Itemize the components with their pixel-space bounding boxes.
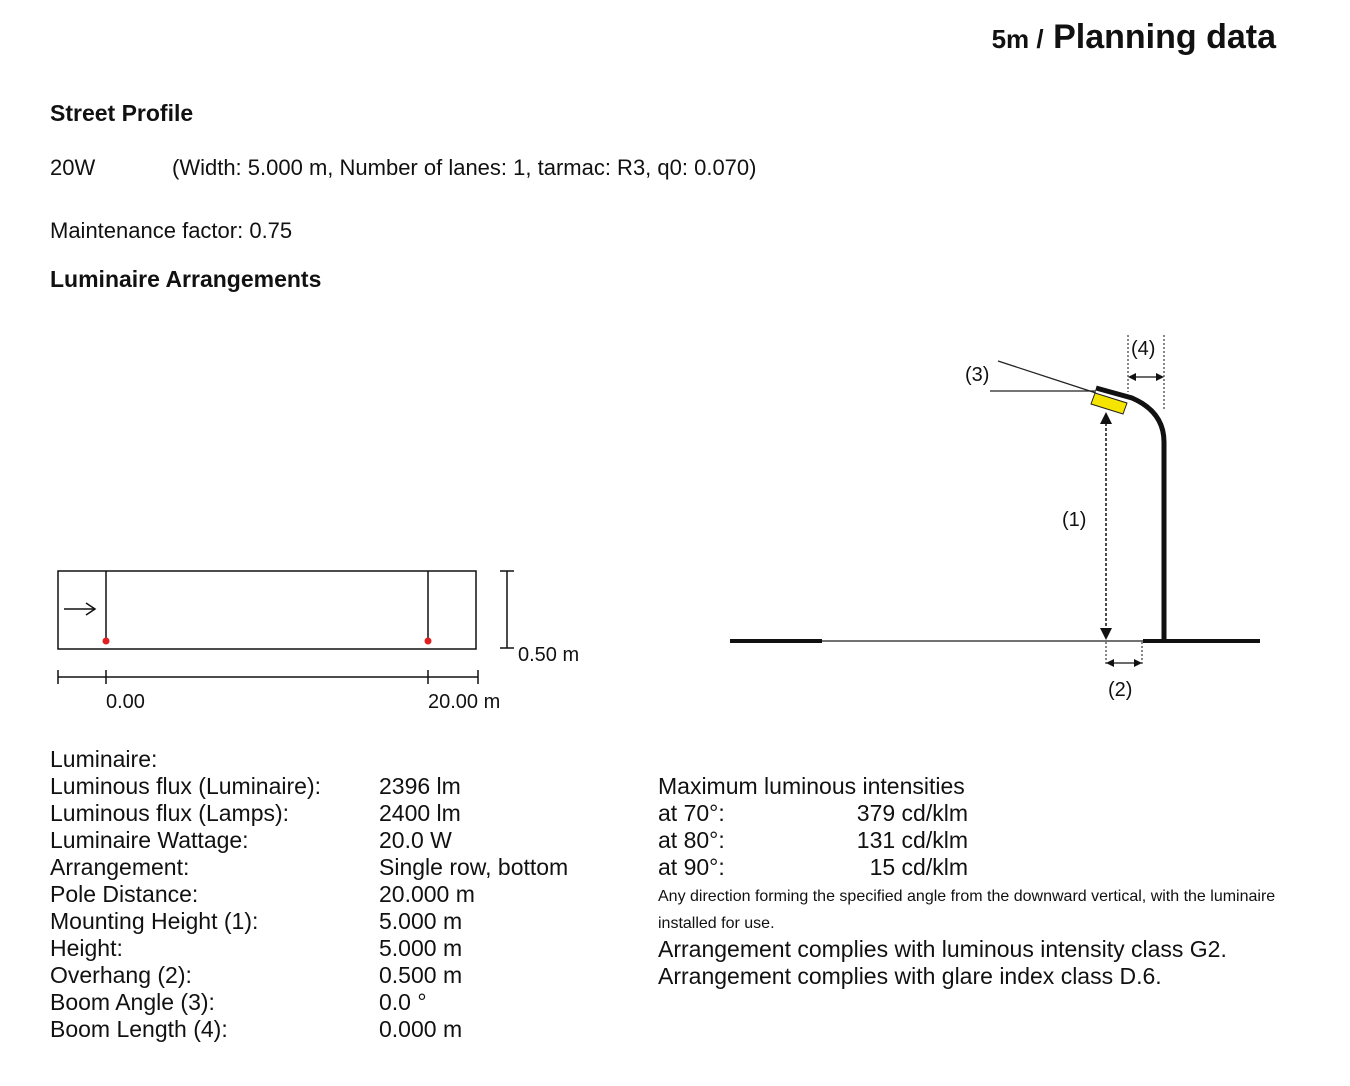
road-outline (58, 571, 476, 649)
direction-arrow-icon (64, 603, 95, 615)
spec-value: Single row, bottom (379, 854, 569, 880)
intensity-label: at 80°: (658, 827, 725, 853)
spec-label: Height: (50, 935, 123, 961)
distance-scale (58, 670, 478, 684)
compliance-intensity-class: Arrangement complies with luminous intensity class G2. (658, 936, 1227, 962)
spec-label: Mounting Height (1): (50, 908, 259, 934)
spec-row (50, 989, 568, 1016)
spec-label: Boom Length (4): (50, 1016, 228, 1042)
spec-row (50, 773, 568, 800)
pole-marker-1 (103, 638, 110, 645)
luminaire-heading: Luminaire: (50, 746, 158, 772)
spec-value: 20.0 W (379, 827, 452, 853)
boom-angle-line (998, 361, 1096, 393)
intensity-value: 379 cd/klm (856, 800, 968, 826)
road-width-dimension (500, 571, 514, 648)
spec-label: Luminaire Wattage: (50, 827, 249, 853)
spec-value: 2400 lm (379, 800, 461, 826)
spec-value: 2396 lm (379, 773, 461, 799)
maintenance-factor: Maintenance factor: 0.75 (50, 218, 293, 243)
spec-row (50, 854, 568, 881)
page-title-text: Planning data (1053, 18, 1276, 56)
street-profile-name: 20W (50, 155, 96, 180)
spec-label: Boom Angle (3): (50, 989, 215, 1015)
intensity-note: Any direction forming the specified angle from the downward vertical, with the luminaire installed for use. (658, 888, 1276, 932)
intensity-label: at 90°: (658, 854, 725, 880)
scale-start-label: 0.00 (106, 691, 145, 713)
intensities-heading: Maximum luminous intensities (658, 773, 965, 799)
spec-value: 5.000 m (379, 908, 463, 934)
intensity-value: 15 cd/klm (869, 854, 968, 880)
label-boom-angle: (3) (965, 364, 990, 386)
intensity-row (658, 827, 968, 854)
intensity-value: 131 cd/klm (856, 827, 968, 853)
luminaire-arrangements-heading: Luminaire Arrangements (50, 266, 322, 292)
spec-label: Overhang (2): (50, 962, 192, 988)
pole-marker-2 (425, 638, 432, 645)
spec-row (50, 800, 568, 827)
page-title (992, 18, 1276, 57)
street-profile-details: (Width: 5.000 m, Number of lanes: 1, tarmac: R3, q0: 0.070) (172, 155, 757, 180)
spec-row (50, 962, 568, 989)
spec-row (50, 1016, 568, 1043)
label-overhang: (2) (1108, 679, 1133, 701)
spec-label: Pole Distance: (50, 881, 199, 907)
intensity-row (658, 854, 968, 881)
spec-label: Luminous flux (Lamps): (50, 800, 290, 826)
road-width-label: 0.50 m (518, 644, 580, 666)
intensity-row (658, 800, 968, 827)
page-title-prefix: 5m / (991, 24, 1044, 54)
spec-row (50, 935, 568, 962)
compliance-statements (658, 936, 1227, 990)
arrow-up-icon (1100, 412, 1112, 424)
spec-value: 5.000 m (379, 935, 463, 961)
compliance-glare-class: Arrangement complies with glare index class D.6. (658, 963, 1162, 989)
street-profile-heading: Street Profile (50, 100, 194, 126)
spec-row (50, 881, 568, 908)
label-mounting-height: (1) (1062, 509, 1087, 531)
luminaire-specification (50, 746, 568, 1043)
pole-profile-diagram (700, 320, 1280, 720)
spec-value: 20.000 m (379, 881, 475, 907)
arrow-down-icon (1100, 628, 1112, 640)
spec-label: Luminous flux (Luminaire): (50, 773, 322, 799)
spec-value: 0.0 ° (379, 989, 427, 1015)
luminous-intensities (658, 773, 968, 881)
plan-view-diagram (0, 0, 620, 730)
label-boom-length: (4) (1131, 338, 1156, 360)
spec-label: Arrangement: (50, 854, 190, 880)
spec-value: 0.500 m (379, 962, 463, 988)
intensity-label: at 70°: (658, 800, 725, 826)
spec-row (50, 827, 568, 854)
spec-row (50, 908, 568, 935)
spec-value: 0.000 m (379, 1016, 463, 1042)
scale-end-label: 20.00 m (428, 691, 501, 713)
